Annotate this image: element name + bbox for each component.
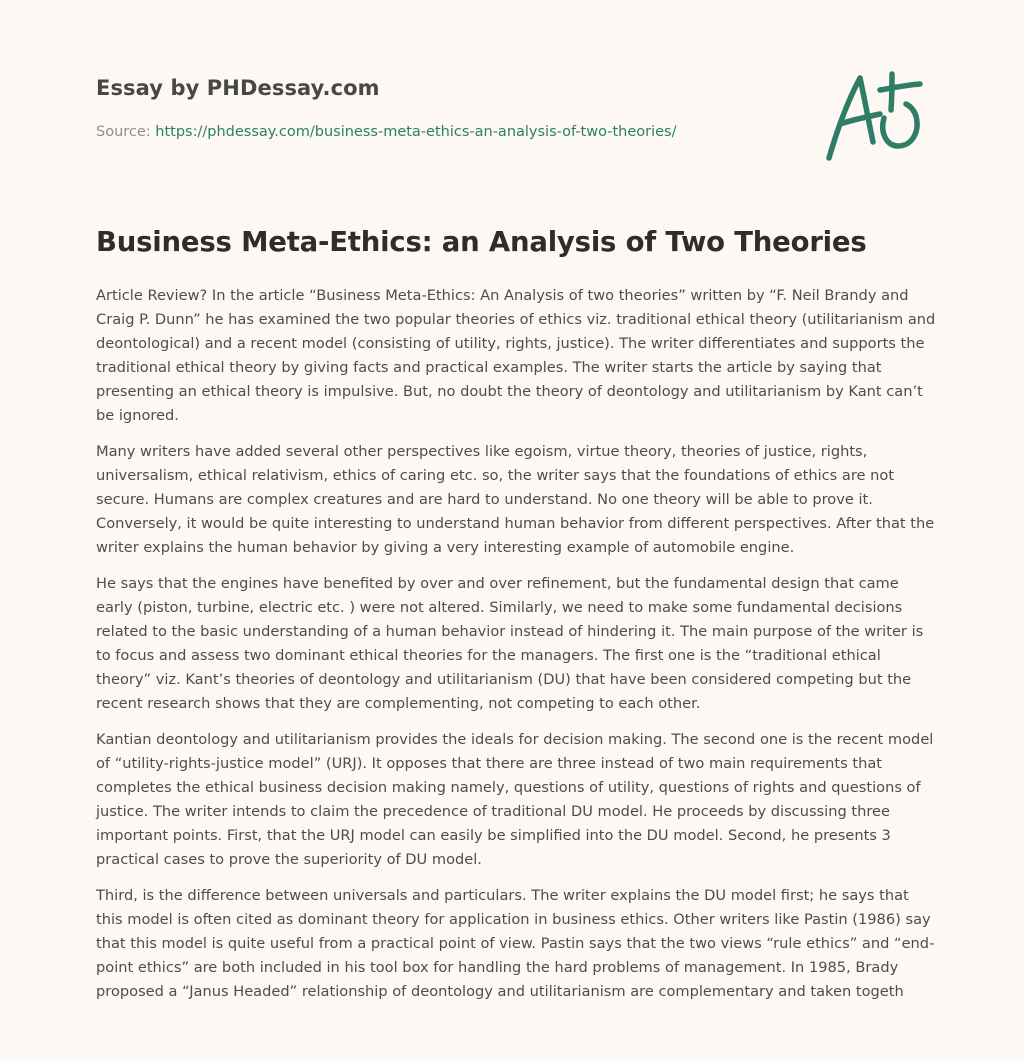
source-link[interactable]: https://phdessay.com/business-meta-ethics-an-analysis-of-two-theories/	[155, 124, 677, 140]
essay-paragraph-2: Many writers have added several other perspectives like egoism, virtue theory, theories of justice, rights, universalism, ethical relativism, ethics of caring etc. so, the writer says that the foundations of ethics are not secure. Humans are complex creatures and are hard to understand. No one theory will be able to prove it. Conversely, it would be quite interesting to understand human behavior from different perspectives. After that the writer explains the human behavior by giving a very interesting example of automobile engine.	[96, 443, 935, 556]
essay-paragraph-1: Article Review? In the article “Business Meta-Ethics: An Analysis of two theories” written by “F. Neil Brandy and Craig P. Dunn” he has examined the two popular theories of ethics viz. traditional ethical theory (utilitarianism and deontological) and a recent model (consisting of utility, rights, justice). The writer differentiates and supports the traditional ethical theory by giving facts and practical examples. The writer starts the article by saying that presenting an ethical theory is impulsive. But, no doubt the theory of deontology and utilitarianism by Kant can’t be ignored.	[96, 287, 936, 424]
essay-paragraph-4: Kantian deontology and utilitarianism provides the ideals for decision making. The second one is the recent model of “utility-rights-justice model” (URJ). It opposes that there are three instead of two main requirements that completes the ethical business decision making namely, questions of utility, questions of rights and questions of justice. The writer intends to claim the precedence of traditional DU model. He proceeds by discussing three important points. First, that the URJ model can easily be simplified into the DU model. Second, he presents 3 practical cases to prove the superiority of DU model.	[96, 731, 934, 868]
a-plus-logo-icon	[820, 66, 928, 166]
essay-paragraph-3: He says that the engines have benefited by over and over refinement, but the fundamental design that came early (piston, turbine, electric etc. ) were not altered. Similarly, we need to make some fundamental decisions related to the basic understanding of a human behavior instead of hindering it. The main purpose of the writer is to focus and assess two dominant ethical theories for the managers. The first one is the “traditional ethical theory” viz. Kant’s theories of deontology and utilitarianism (DU) that have been considered competing but the recent research shows that they are complementing, not competing to each other.	[96, 575, 924, 712]
essay-body	[96, 284, 938, 1016]
essay-paragraph-5: Third, is the difference between universals and particulars. The writer explains the DU model first; he says that this model is often cited as dominant theory for application in business ethics. Other writers like Pastin (1986) say that this model is quite useful from a practical point of view. Pastin says that the two views “rule ethics” and “end-point ethics” are both included in his tool box for handling the hard problems of management. In 1985, Brady proposed a “Janus Headed” relationship of deontology and utilitarianism are complementary and taken togeth	[96, 887, 935, 1000]
site-brand: Essay by PHDessay.com	[96, 76, 380, 100]
source-label: Source:	[96, 124, 156, 140]
source-line	[96, 124, 677, 140]
essay-title: Business Meta-Ethics: an Analysis of Two Theories	[96, 226, 867, 258]
